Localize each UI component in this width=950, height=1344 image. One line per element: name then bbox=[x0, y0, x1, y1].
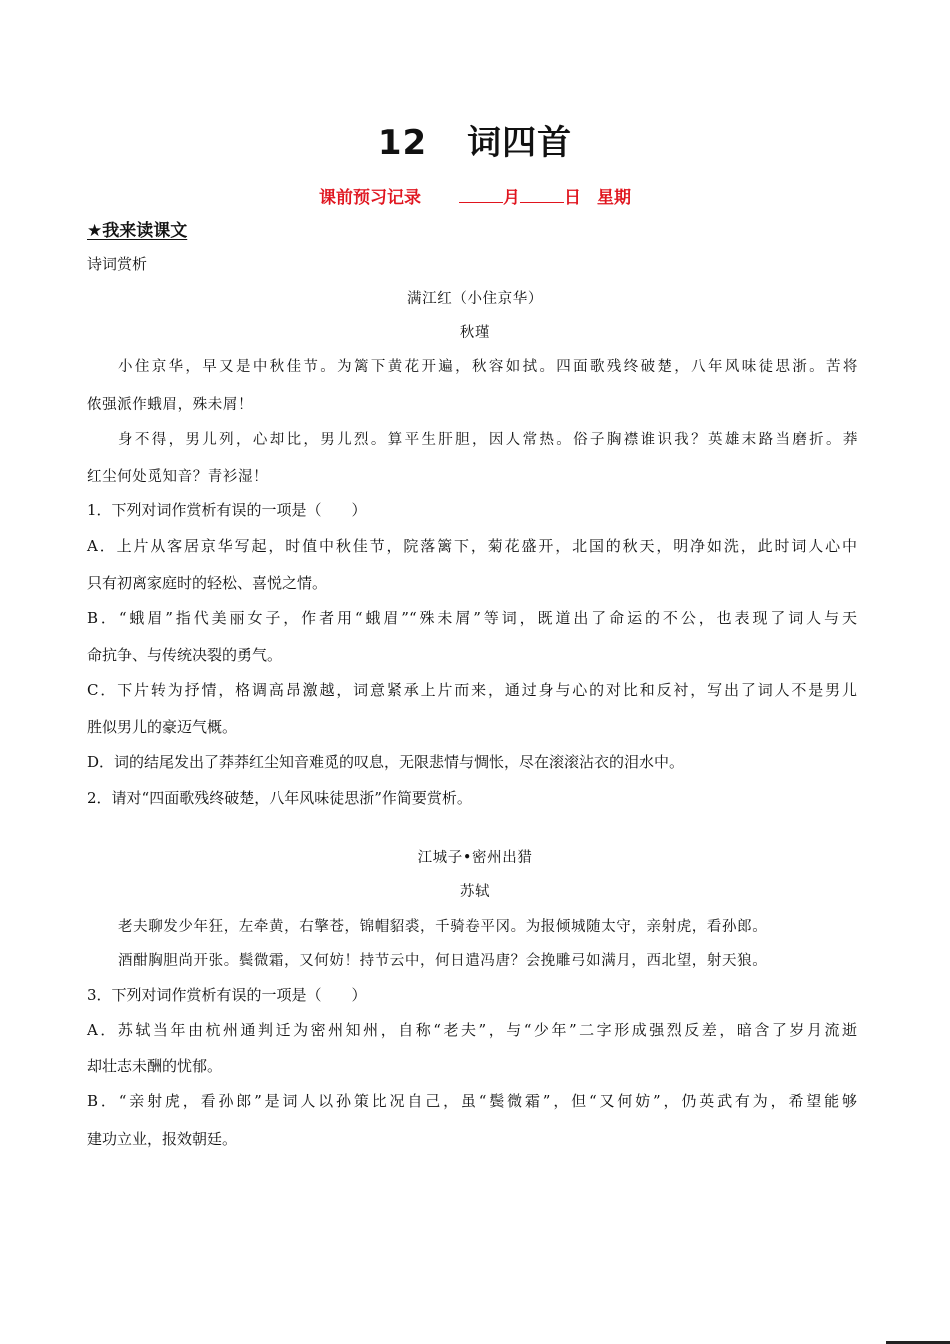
q1-option-a-cont: 只有初离家庭时的轻松、喜悦之情。 bbox=[87, 574, 328, 592]
poem1-author: 秋瑾 bbox=[459, 325, 491, 341]
record-day: 日 bbox=[564, 188, 581, 208]
q1-option-a: A．上片从客居京华写起，时值中秋佳节，院落篱下，菊花盛开，北国的秋天，明净如洗，此时词人心中 bbox=[87, 537, 857, 555]
q1-option-d: D．词的结尾发出了莽莽红尘知音难觅的叹息，无限悲情与惆怅，尽在滚滚沾衣的泪水中。 bbox=[87, 753, 685, 771]
poem2-text-line: 酒酣胸胆尚开张。鬓微霜，又何妨！持节云中，何日遣冯唐？会挽雕弓如满月，西北望，射天狼。 bbox=[118, 953, 768, 969]
lesson-number: 12 bbox=[377, 123, 428, 163]
poem1-text-line: 红尘何处觅知音？青衫湿！ bbox=[87, 469, 269, 485]
lesson-title: 词四首 bbox=[467, 123, 573, 163]
q1-option-c: C．下片转为抒情，格调高昂激越，词意紧承上片而来，通过身与心的对比和反衬，写出了词人不是男儿 bbox=[87, 681, 857, 699]
q1-option-c-cont: 胜似男儿的豪迈气概。 bbox=[87, 718, 238, 736]
q1-option-b: B．“蛾眉”指代美丽女子，作者用“蛾眉”“殊未屑”等词，既道出了命运的不公，也表现了词人与天 bbox=[87, 609, 857, 627]
poem2-title: 江城子•密州出猎 bbox=[417, 850, 533, 866]
poem1-text-line: 小住京华，早又是中秋佳节。为篱下黄花开遍，秋容如拭。四面歌残终破楚，八年风味徒思浙。苦将 bbox=[118, 359, 858, 375]
question-3-stem: 3．下列对词作赏析有误的一项是（ ） bbox=[87, 986, 367, 1004]
q3-option-b-cont: 建功立业，报效朝廷。 bbox=[87, 1130, 238, 1148]
subsection-title: 诗词赏析 bbox=[87, 255, 148, 273]
poem1-text-line: 身不得，男儿列，心却比，男儿烈。算平生肝胆，因人常热。俗子胸襟谁识我？英雄末路当磨折。莽 bbox=[118, 432, 858, 448]
q3-option-a: A．苏轼当年由杭州通判迁为密州知州，自称“老夫”，与“少年”二字形成强烈反差，暗含了岁月流逝 bbox=[87, 1021, 857, 1039]
month-blank[interactable] bbox=[459, 188, 503, 203]
record-month: 月 bbox=[503, 188, 520, 208]
day-blank[interactable] bbox=[520, 188, 564, 203]
page-title bbox=[0, 115, 950, 164]
q1-option-b-cont: 命抗争、与传统决裂的勇气。 bbox=[87, 646, 283, 664]
section-title: ★我来读课文 bbox=[87, 221, 188, 241]
poem2-text-line: 老夫聊发少年狂，左牵黄，右擎苍，锦帽貂裘，千骑卷平冈。为报倾城随太守，亲射虎，看孙郎。 bbox=[118, 919, 768, 935]
poem1-text-line: 侬强派作蛾眉，殊未屑！ bbox=[87, 397, 254, 413]
record-weekday: 星期 bbox=[597, 188, 631, 208]
q3-option-b: B．“亲射虎，看孙郎”是词人以孙策比况自己，虽“鬓微霜”，但“又何妨”，仍英武有为，希望能够 bbox=[87, 1092, 857, 1110]
question-2-stem: 2．请对“四面歌残终破楚，八年风味徒思浙”作简要赏析。 bbox=[87, 789, 472, 807]
q3-option-a-cont: 却壮志未酬的忧郁。 bbox=[87, 1057, 223, 1075]
poem2-author: 苏轼 bbox=[459, 884, 491, 900]
poem1-title: 满江红（小住京华） bbox=[407, 291, 543, 307]
question-1-stem: 1．下列对词作赏析有误的一项是（ ） bbox=[87, 501, 367, 519]
record-label: 课前预习记录 bbox=[319, 188, 421, 208]
preview-record bbox=[0, 183, 950, 208]
